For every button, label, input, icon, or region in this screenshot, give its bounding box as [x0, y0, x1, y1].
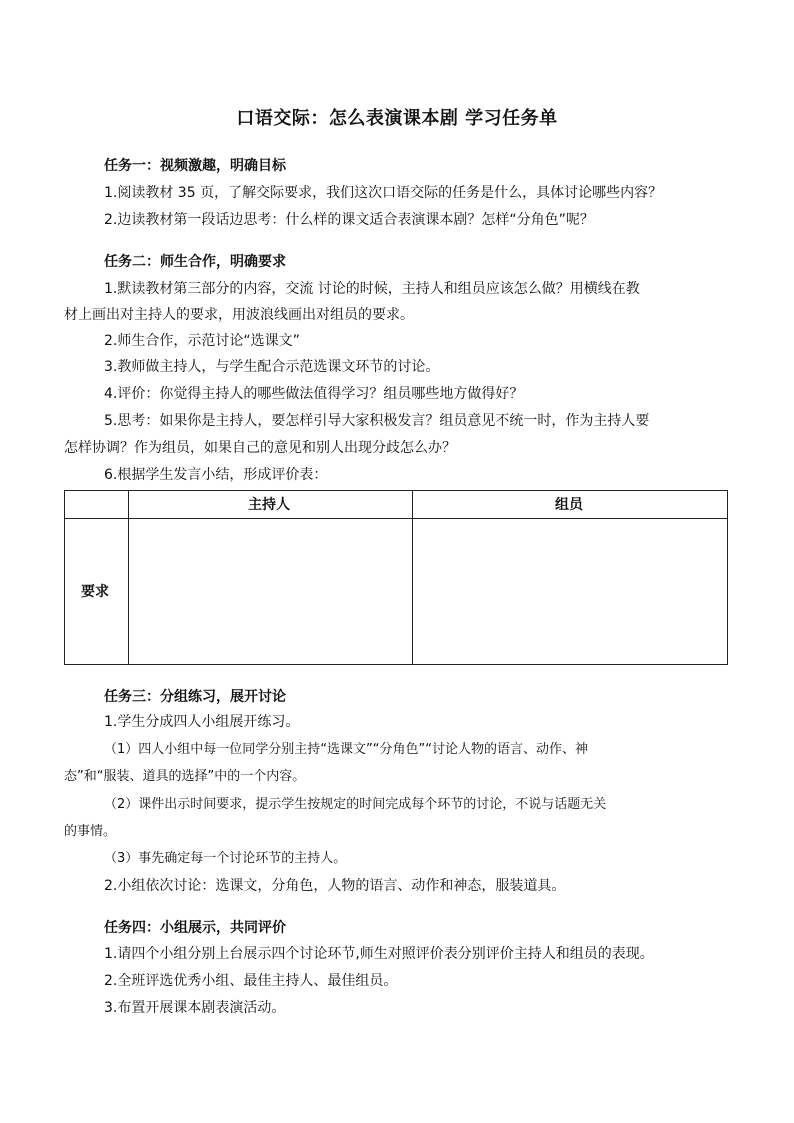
- task2-line: 4.评价：你觉得主持人的哪些做法值得学习？组员哪些地方做得好？: [104, 386, 524, 402]
- task3-line: 2.小组依次讨论：选课文，分角色，人物的语言、动作和神态，服装道具。: [104, 878, 566, 894]
- task3-line: 的事情。: [64, 824, 117, 839]
- task3-line: 1.学生分成四人小组展开练习。: [104, 714, 300, 730]
- task1-item: 1.阅读教材 35 页，了解交际要求，我们这次口语交际的任务是什么，具体讨论哪些内容？: [104, 185, 663, 201]
- task4-line: 1.请四个小组分别上台展示四个讨论环节,师生对照评价表分别评价主持人和组员的表现。: [104, 946, 654, 962]
- task1-heading: 任务一：视频激趣，明确目标: [104, 158, 286, 174]
- task3-line: 态”和“服装、道具的选择”中的一个内容。: [64, 769, 306, 784]
- task4-heading: 任务四：小组展示，共同评价: [104, 920, 286, 936]
- task2-line: 5.思考：如果你是主持人，要怎样引导大家积极发言？组员意见不统一时，作为主持人要: [104, 413, 650, 429]
- task2-line: 材上画出对主持人的要求，用波浪线画出对组员的要求。: [64, 307, 414, 323]
- task2-line: 3.教师做主持人，与学生配合示范选课文环节的讨论。: [104, 359, 440, 375]
- task2-line: 6.根据学生发言小结，形成评价表：: [104, 467, 328, 483]
- task2-line: 1.默读教材第三部分的内容，交流 讨论的时候，主持人和组员应该怎么做？用横线在教: [104, 281, 640, 297]
- task3-line: （1）四人小组中每一位同学分别主持“选课文”“分角色”“讨论人物的语言、动作、神: [104, 742, 588, 757]
- page-title: 口语交际：怎么表演课本剧 学习任务单: [236, 108, 558, 129]
- task3-heading: 任务三：分组练习，展开讨论: [104, 689, 286, 705]
- task4-line: 2.全班评选优秀小组、最佳主持人、最佳组员。: [104, 973, 398, 989]
- row-label-requirements: 要求: [81, 584, 109, 600]
- task3-line: （2）课件出示时间要求，提示学生按规定的时间完成每个环节的讨论，不说与话题无关: [104, 797, 607, 812]
- column-header-host: 主持人: [248, 497, 290, 513]
- column-header-member: 组员: [555, 497, 583, 513]
- task3-line: （3）事先确定每一个讨论环节的主持人。: [104, 851, 347, 866]
- evaluation-table: [64, 490, 728, 665]
- task2-line: 怎样协调？作为组员，如果自己的意见和别人出现分歧怎么办？: [64, 440, 456, 456]
- task2-heading: 任务二：师生合作，明确要求: [104, 254, 286, 270]
- task1-item: 2.边读教材第一段话边思考：什么样的课文适合表演课本剧？怎样“分角色”呢？: [104, 212, 594, 228]
- task4-line: 3.布置开展课本剧表演活动。: [104, 1000, 286, 1016]
- member-requirements-cell[interactable]: [413, 519, 727, 664]
- host-requirements-cell[interactable]: [129, 519, 412, 664]
- task2-line: 2.师生合作，示范讨论“选课文”: [104, 333, 300, 349]
